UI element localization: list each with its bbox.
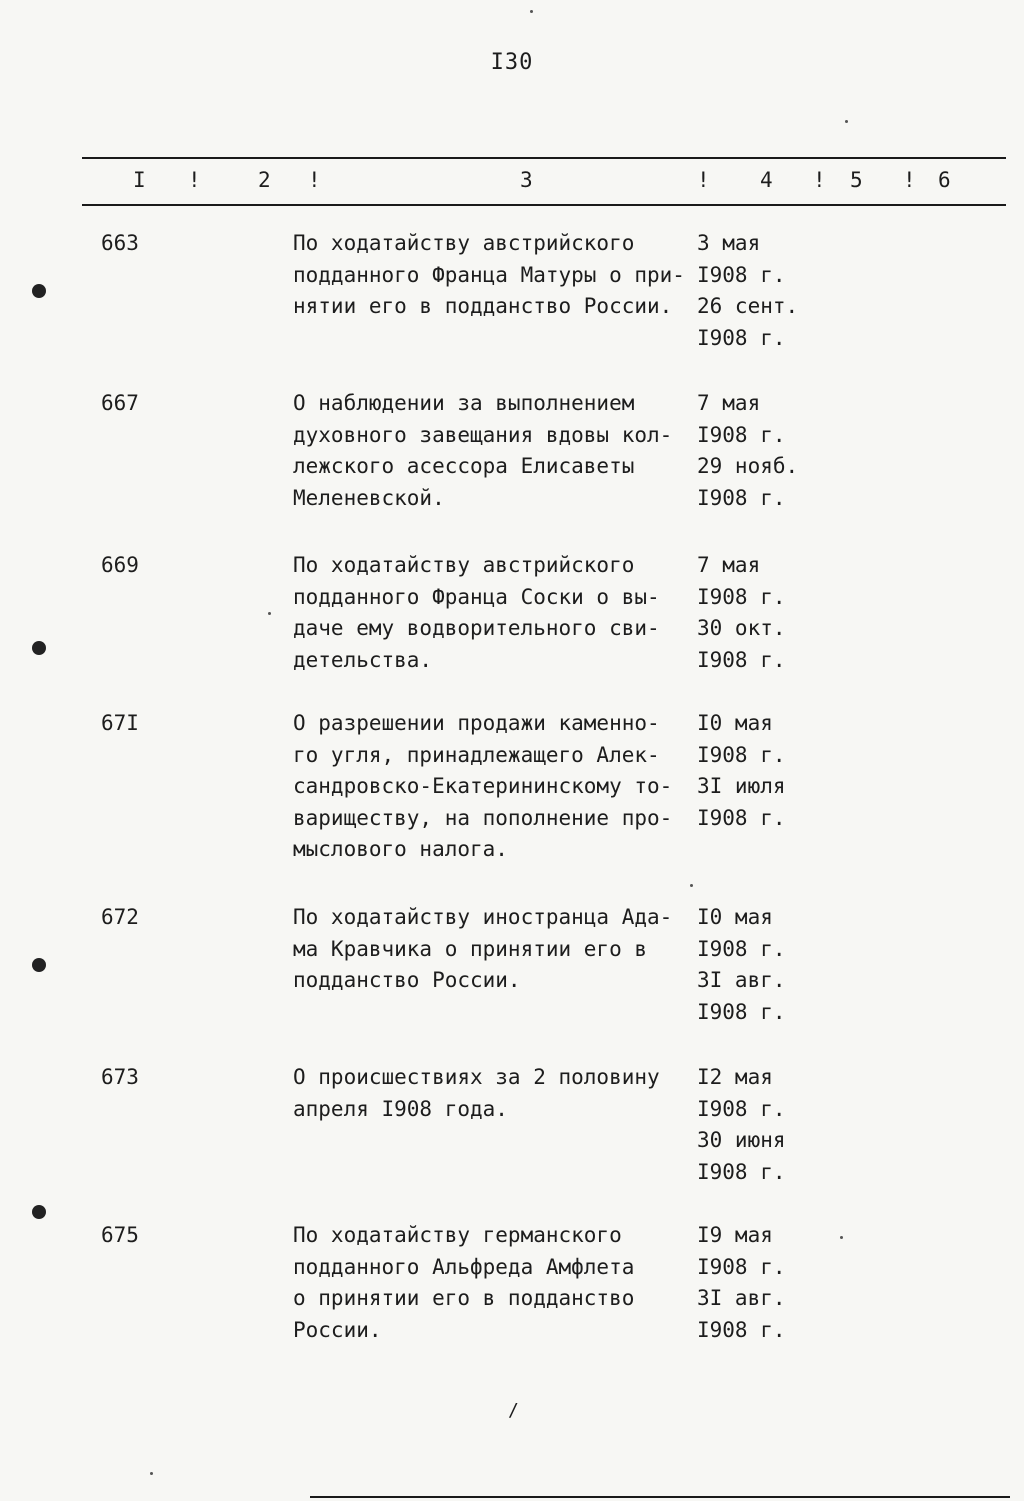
table-header [0,168,1024,198]
description-line: Меленевской. [293,485,445,510]
date-line: I2 мая [697,1065,773,1089]
description-line: вариществу, на пополнение про- [293,805,673,830]
entry-number: 675 [101,1223,139,1247]
date-line: I908 г. [697,999,786,1024]
paper-speck [530,10,533,13]
entry-dates [697,902,817,1028]
date-line: I0 мая [697,905,773,929]
description-line: России. [293,1317,382,1342]
binding-hole [32,284,46,298]
header-separator: ! [813,168,826,192]
description-line: го угля, принадлежащего Алек- [293,742,660,767]
entry-dates [697,228,817,354]
date-line: 30 июня [697,1128,786,1152]
entry-description [293,228,693,323]
description-line: По ходатайству германского [293,1223,622,1247]
header-separator: ! [903,168,916,192]
entry-dates [697,1220,817,1346]
entry-number: 667 [101,391,139,415]
description-line: подданство России. [293,968,521,992]
header-col-3: 3 [520,168,533,192]
date-line: I908 г. [697,485,786,510]
description-line: По ходатайству иностранца Ада- [293,905,673,929]
entry-description [293,902,693,997]
date-line: I908 г. [697,262,786,287]
description-line: детельства. [293,647,433,672]
entry-number: 663 [101,231,139,255]
description-line: сандровско-Екатерининскому то- [293,774,673,798]
description-line: О наблюдении за выполнением [293,391,635,415]
description-line: даче ему водворительного сви- [293,616,660,640]
date-line: 30 окт. [697,616,786,640]
date-line: I908 г. [697,936,786,961]
date-line: I908 г. [697,422,786,447]
header-col-1: I [133,168,146,192]
header-separator: ! [188,168,201,192]
description-line: По ходатайству австрийского [293,553,635,577]
date-line: I908 г. [697,1317,786,1342]
date-line: I908 г. [697,805,786,830]
page-number: I30 [490,50,534,75]
entry-dates [697,1062,817,1188]
description-line: О разрешении продажи каменно- [293,711,660,735]
date-line: I908 г. [697,1159,786,1184]
header-separator: ! [697,168,710,192]
entry-dates [697,550,817,676]
entry-number: 669 [101,553,139,577]
date-line: I908 г. [697,584,786,609]
paper-speck [840,1236,843,1239]
description-line: подданного Альфреда Амфлета [293,1254,635,1279]
entry-description [293,550,693,676]
entry-description [293,1062,693,1125]
date-line: I908 г. [697,325,786,350]
entry-number: 672 [101,905,139,929]
header-col-6: 6 [938,168,951,192]
date-line: I0 мая [697,711,773,735]
date-line: I9 мая [697,1223,773,1247]
description-line: духовного завещания вдовы кол- [293,422,673,447]
paper-speck [268,612,271,615]
description-line: о принятии его в подданство [293,1286,635,1310]
description-line: подданного Франца Матуры о при- [293,262,685,287]
binding-hole [32,641,46,655]
entry-description [293,708,693,866]
table-top-rule [82,157,1006,159]
entry-description [293,1220,693,1346]
date-line: I908 г. [697,1096,786,1121]
paper-speck [845,120,848,123]
date-line: 29 нояб. [697,454,799,478]
description-line: мыслового налога. [293,837,508,861]
entry-dates [697,708,817,834]
description-line: О происшествиях за 2 половину [293,1065,660,1089]
date-line: 3I авг. [697,968,786,992]
description-line: ма Кравчика о принятии его в [293,936,648,961]
description-line: нятии его в подданство России. [293,294,673,318]
header-col-2: 2 [258,168,271,192]
binding-hole [32,1205,46,1219]
date-line: 3 мая [697,231,761,255]
date-line: 3I июля [697,774,786,798]
date-line: 3I авг. [697,1286,786,1310]
description-line: подданного Франца Соски о вы- [293,584,660,609]
bottom-rule [310,1496,1010,1498]
date-line: 7 мая [697,391,761,415]
date-line: I908 г. [697,742,786,767]
description-line: лежского асессора Елисаветы [293,454,635,478]
description-line: апреля I908 года. [293,1096,508,1121]
binding-hole [32,958,46,972]
paper-speck [690,884,693,887]
entry-description [293,388,693,514]
date-line: I908 г. [697,647,786,672]
entry-number: 673 [101,1065,139,1089]
header-col-4: 4 [760,168,773,192]
description-line: По ходатайству австрийского [293,231,635,255]
entry-dates [697,388,817,514]
date-line: I908 г. [697,1254,786,1279]
table-header-rule [82,204,1006,206]
date-line: 7 мая [697,553,761,577]
paper-speck [150,1472,153,1475]
date-line: 26 сент. [697,294,799,318]
header-col-5: 5 [850,168,863,192]
footer-mark: / [508,1400,519,1421]
entry-number: 67I [101,711,139,735]
header-separator: ! [308,168,321,192]
